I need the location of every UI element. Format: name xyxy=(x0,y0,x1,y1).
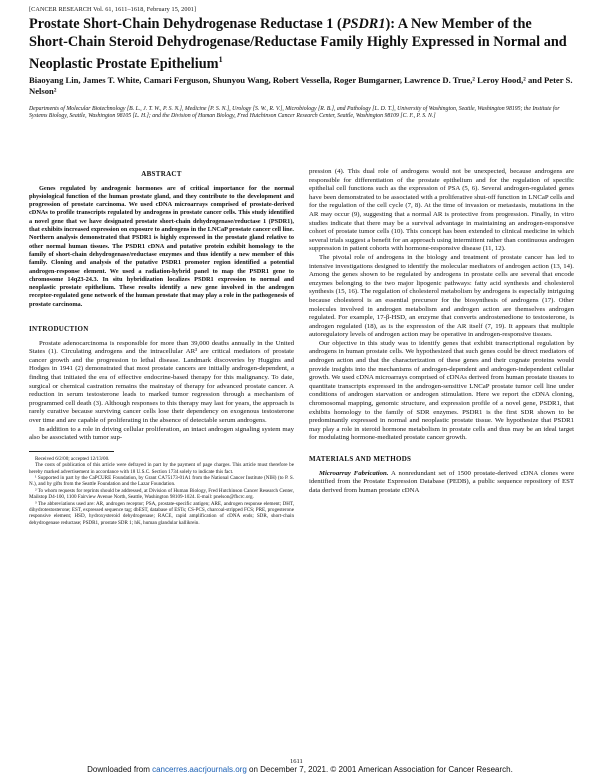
affiliations: Departments of Molecular Biotechnology [B. L., J. T. W., P. S. N.], Medicine [P. S. N.], Urology [S. W., R. V.], Microbiology [R. B.], and Pathology [L. D. T.], University of Washington, Seattle, Washington 98195; the Institute for Systems Biology, Seattle, Washington 98105 [L. H.]; and the Division of Human Biology, Fred Hutchinson Cancer Research Center, Seattle, Washington 98109 [C. F., P. S. N.] xyxy=(29,106,560,120)
introduction-paragraph-1: Prostate adenocarcinoma is responsible for more than 39,000 deaths annually in the United States (1). Circulating androgens and the intracellular AR³ are critical mediators of prostate cancer growth and the progression to lethal disease. Landmark discoveries by Huggins and Hodges in 1941 (2) demonstrated that most prostate cancers are initially androgen-dependent, a finding that initiated the era of effective endocrine-based therapy for this malignancy. To date, surgical or chemical castration remains the mainstay of therapy for advanced prostate cancer. A reduction in serum testosterone leads to marked tumor regression through a mechanism of programmed cell death (3). Although responses to this therapy may last for years, the approach is rarely curative because surviving cancer cells lose their dependency on exogenous testosterone over time and are capable of proliferating in the absence of detectable serum androgens. xyxy=(29,339,294,424)
title-part-1: Prostate Short-Chain Dehydrogenase Reductase 1 ( xyxy=(29,16,342,32)
methods-heading: MATERIALS AND METHODS xyxy=(309,455,412,463)
introduction-paragraph-2: In addition to a role in driving cellular proliferation, an intact androgen signaling system may also be associated with tumor sup- xyxy=(29,425,294,442)
footnote-1: ¹ Supported in part by the CaPCURE Foundation, by Grant CA75173-01A1 from the National Cancer Institute (NIH) (to P. S. N.), and by gifts from the Seattle Foundation and the Lazar Foundation. xyxy=(29,474,294,488)
abstract-text: Genes regulated by androgenic hormones are of critical importance for the normal physiological function of the human prostate gland, and they contribute to the development and progression of prostate carcinoma. We used cDNA microarrays comprised of prostate-derived cDNAs to profile transcripts regulated by androgens in prostate cancer cells. This study identified a novel gene that we have designated prostate short-chain dehydrogenase/reductase 1 (PSDR1), that exhibits increased expression on exposure to androgens in the LNCaP prostate cancer cell line. Northern analysis demonstrated that PSDR1 is highly expressed in the prostate gland relative to other normal human tissues. The PSDR1 cDNA and putative protein exhibit homology to the family of short-chain dehydrogenase/reductase enzymes and thus identify a new member of this family. Cloning and analysis of the putative PSDR1 promoter region identified a potential androgen-response element. We used a radiation-hybrid panel to map the PSDR1 gene to chromosome 14q23-24.3. In situ hybridization localizes PSDR1 expression to normal and neoplastic prostate epithelium. These results identify a new gene involved in the androgen receptor-regulated gene network of the human prostate that may play a role in the pathogenesis of prostate carcinoma. xyxy=(29,184,294,308)
footnote-divider xyxy=(29,451,114,452)
download-notice xyxy=(0,765,600,775)
abstract-heading: ABSTRACT xyxy=(141,170,182,178)
title-footnote-mark: 1 xyxy=(218,55,223,64)
author-list: Biaoyang Lin, James T. White, Camari Ferguson, Shunyou Wang, Robert Vessella, Roger Bumgarner, Lawrence D. True,² Leroy Hood,² and Peter S. Nelson² xyxy=(29,75,573,96)
microarray-subheading: Microarray Fabrication. xyxy=(319,469,389,477)
footnote-received: Received 6/2/00; accepted 12/13/00. xyxy=(35,455,110,462)
article-title xyxy=(29,16,574,73)
title-part-2: ): A New Member of the Short-Chain Steroid Dehydrogenase/Reductase Family Highly Expressed in Normal and Neoplastic Prostate Epithelium xyxy=(29,16,567,72)
footnote-costs: The costs of publication of this article were defrayed in part by the payment of page charges. This article must therefore be hereby marked advertisement in accordance with 18 U.S.C. Section 1734 solely to indicate this fact. xyxy=(29,462,294,475)
download-prefix: Downloaded from xyxy=(87,765,153,774)
introduction-heading: INTRODUCTION xyxy=(29,325,89,334)
footnote-3: ³ The abbreviations used are: AR, androgen receptor; PSA, prostate-specific antigen; ARE, androgen response element; DHT, dihydrotestosterone; EST, expressed sequence tag; dbEST, database of ESTs; CS-PCS, charcoal-stripped FCS; PRE, progesterone responsive element; HSD, hydroxysteroid dehydrogenase; RACE, rapid amplification of cDNA ends; SDR, short-chain dehydrogenase reductase; PSDR1, prostate SDR 1; hK, human glandular kallikrein. xyxy=(29,500,294,526)
right-paragraph-3: Our objective in this study was to identify genes that exhibit transcriptional regulation by androgens in human prostate cells. We hypothesized that such genes could be direct mediators of androgen action and that the characterization of these genes and their cognate proteins would provide insights into the mechanisms of androgen-dependent and androgen-independent cellular growth. We used cDNA microarrays comprised of cDNAs derived from human prostate tissues to quantitate transcripts expressed in the androgen-sensitive LNCaP prostate tumor cell line under conditions of androgen starvation or androgen stimulation. Here we report the cDNA cloning, chromosomal mapping, genomic structure, and expression profile of a novel gene, PSDR1, that exhibits homology to the family of SDR enzymes. PSDR1 is the first SDR shown to be predominantly expressed in normal and neoplastic prostate tissue. We hypothesize that PSDR1 may play a role in steroid hormone metabolism in prostate cells and thus may be an ideal target for modulating hormone-mediated prostate cancer growth. xyxy=(309,339,574,442)
right-paragraph-1: pression (4). This dual role of androgens would not be unexpected, because androgens are responsible for differentiation of the prostate epithelium and for the regulation of specific epithelial cell functions such as the expression of PSA (5, 6). Several androgen-regulated genes have been demonstrated to be associated with a proliferative shut-off function in LNCaP cells and for the regulation of the cell cycle (7, 8). At the time of invasion or metastasis, mutations in the AR may occur (9), suggesting that a normal AR is protective from progression. Finally, in vitro studies indicate that there may be a survival advantage in maintaining an androgen-responsive cohort of prostate tumor cells (10). This concept has been extended to clinical medicine in which several trials suggest a benefit for an approach using intermittent rather than continuous androgen suppression in patient cohorts with hormone-responsive disease (11, 12). xyxy=(309,168,574,253)
microarray-paragraph xyxy=(309,470,574,496)
footnote-2: ² To whom requests for reprints should be addressed, at Division of Human Biology, Fred Hutchinson Cancer Research Center, Mailstop D4-100, 1100 Fairview Avenue North, Seattle, Washington 98109-1024. E-mail: pnelson@fhcrc.org. xyxy=(29,487,294,501)
title-gene-name: PSDR1 xyxy=(341,16,386,32)
page-number: 1611 xyxy=(290,758,303,765)
journal-citation: [CANCER RESEARCH Vol. 61, 1611–1618, February 15, 2001] xyxy=(29,6,197,13)
right-paragraph-2: The pivotal role of androgens in the biology and treatment of prostate cancer has led to intensive investigations designed to identify the molecular mediators of androgen action (13, 14). Among the genes shown to be regulated by androgens in prostate cells are several that encode enzymes belonging to the two major lipogenic pathways: fatty acid synthesis and cholesterol synthesis (15, 16). The regulation of cholesterol metabolism by androgens is especially intriguing because cholesterol is an essential precursor for the biosynthesis of androgens (17). Other molecules involved in androgen metabolism and androgen action are themselves androgen regulated. For example, 17-β-HSD, an enzyme that converts androstenedione to testosterone, is androgen regulated (18), as is the expression of the AR itself (7, 19). It appears that multiple autoregulatory levels of androgen action may be operative in androgen-responsive tissues. xyxy=(309,253,574,339)
download-suffix: on December 7, 2021. © 2001 American Association for Cancer Research. xyxy=(246,765,513,774)
right-column xyxy=(309,168,574,495)
journal-link[interactable]: cancerres.aacrjournals.org xyxy=(152,765,247,774)
microarray-text: A nonredundant set of 1500 prostate-derived cDNA clones were identified from the Prostate Expression Database (PEDB), a public sequence repository of EST data derived from human prostate cDNA xyxy=(309,469,574,494)
left-column xyxy=(29,170,294,526)
